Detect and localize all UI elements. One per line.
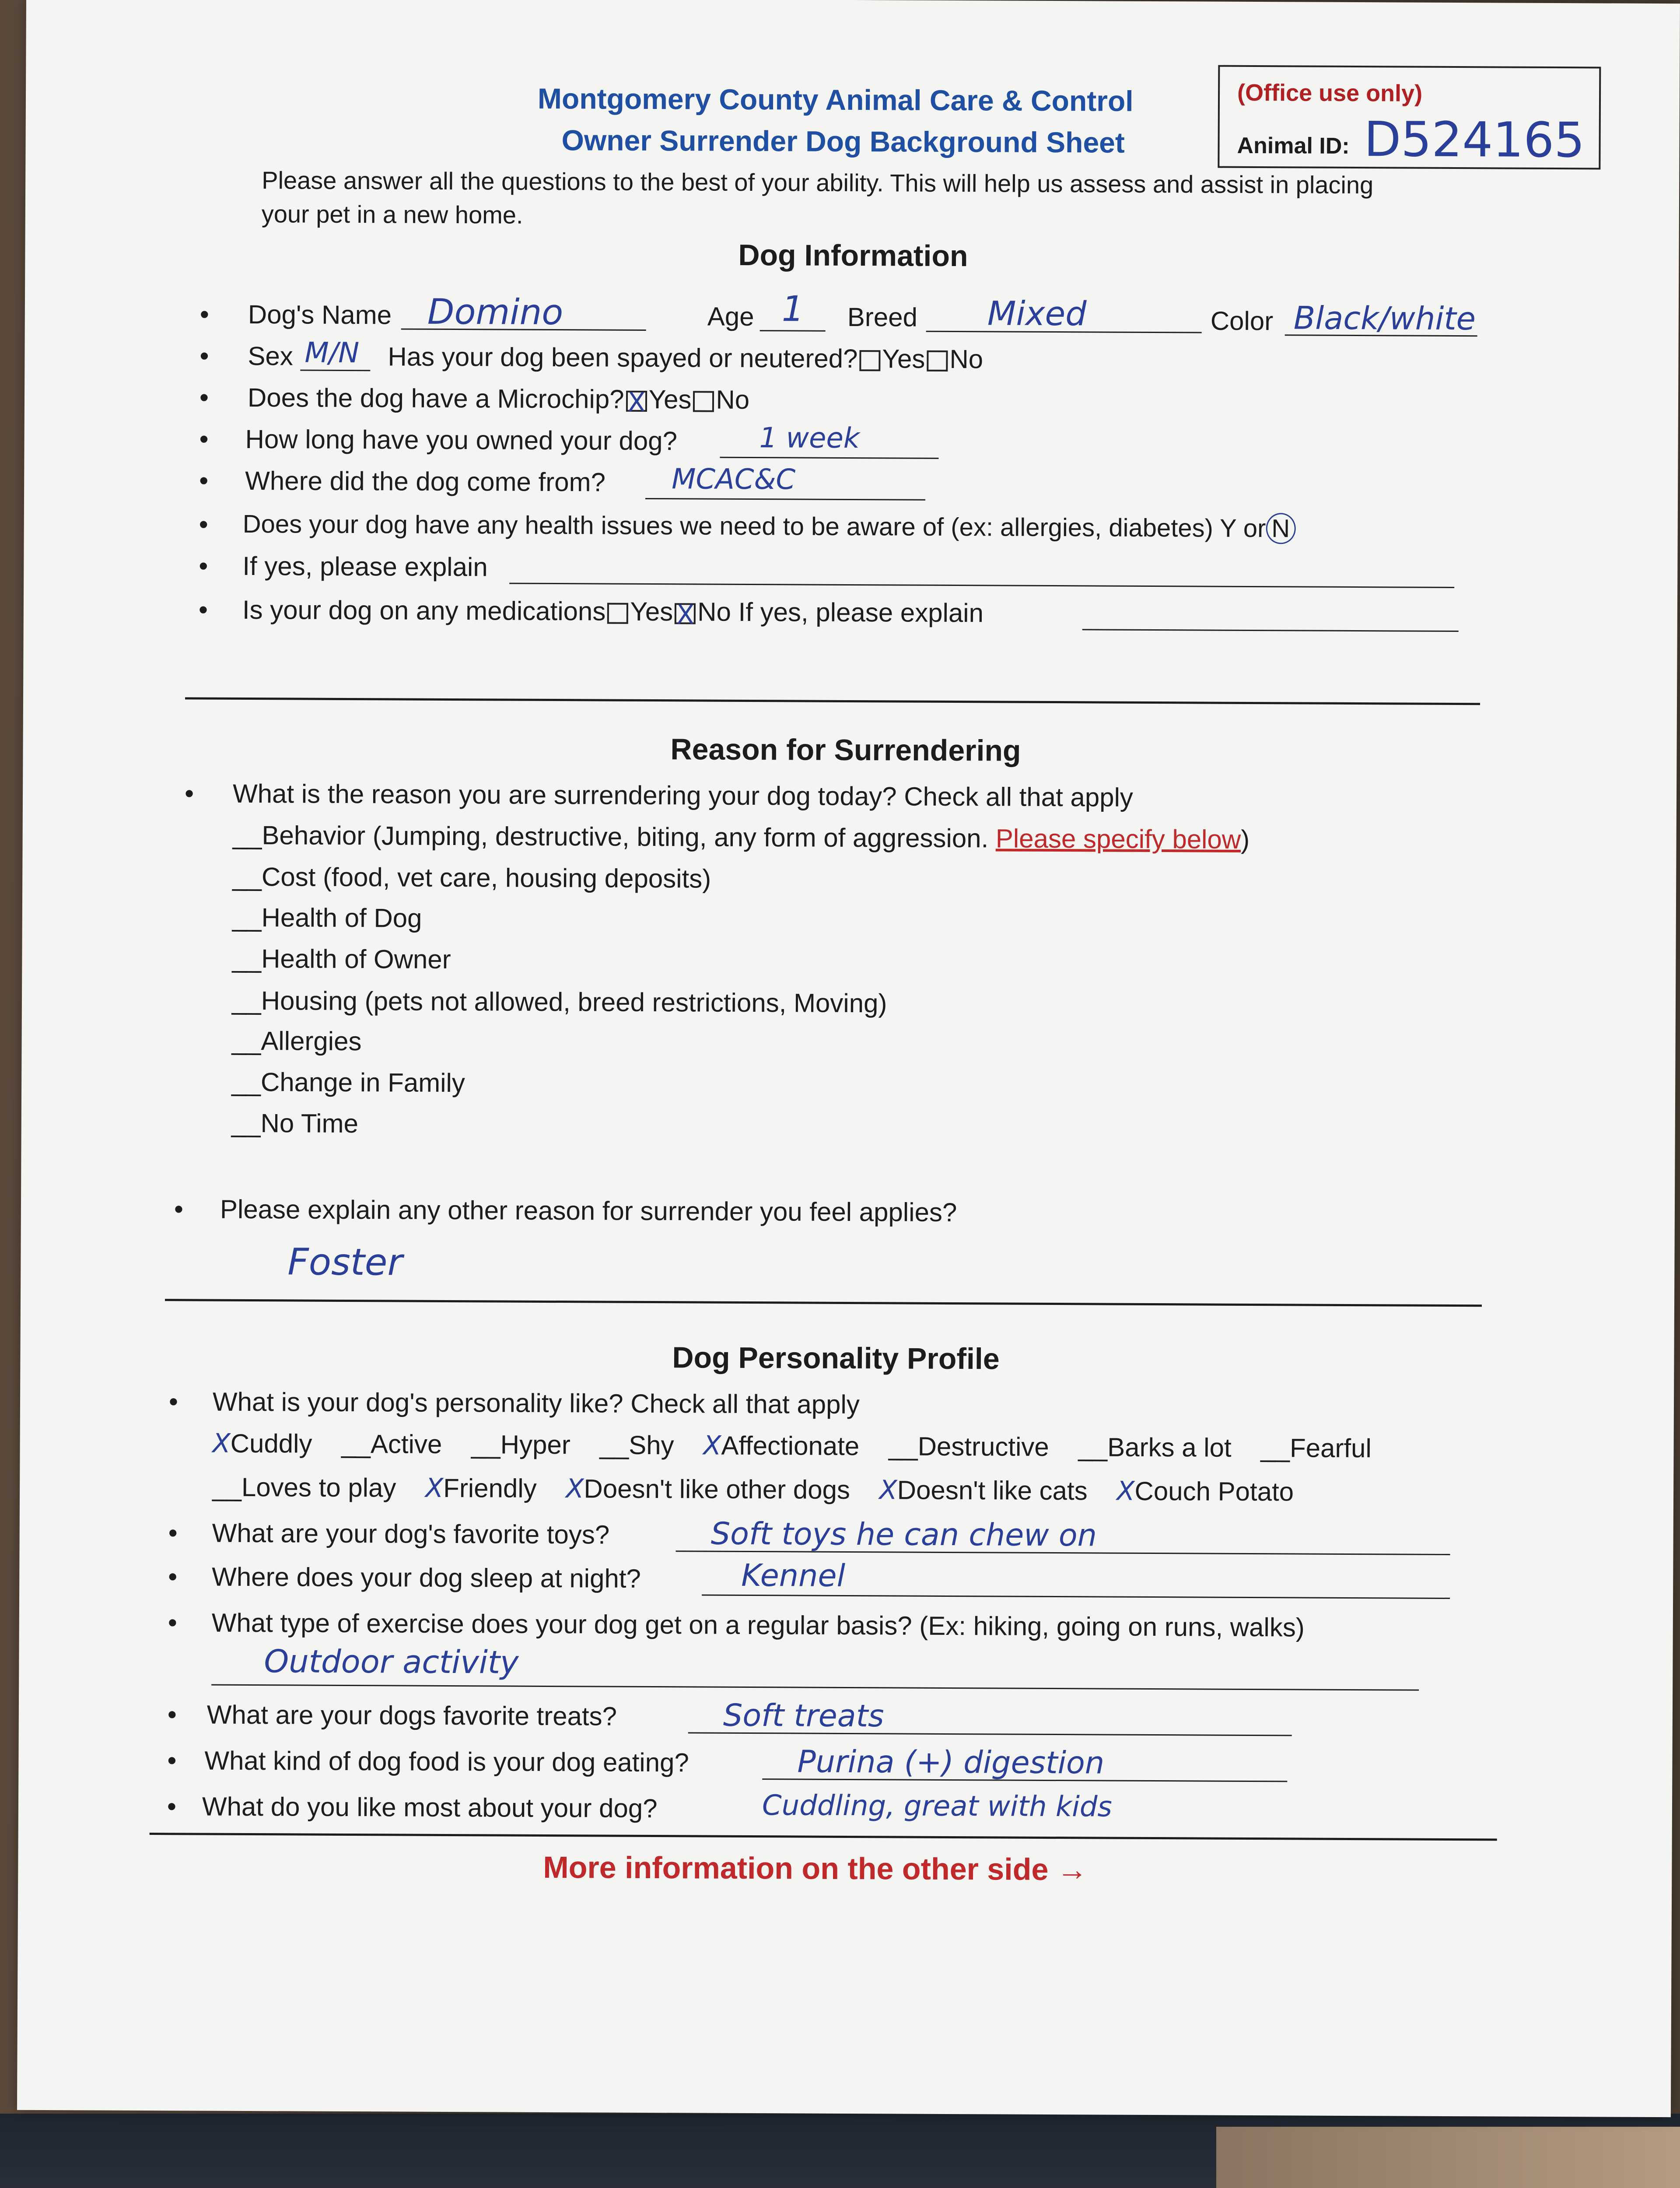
trait-option[interactable]: __Loves to play — [212, 1472, 396, 1503]
personality-row-2 — [212, 1472, 1294, 1508]
no-label: No — [949, 344, 984, 374]
trait-label: Couch Potato — [1134, 1476, 1294, 1507]
form-title: Owner Surrender Dog Background Sheet — [561, 124, 1125, 159]
exercise-value: Outdoor activity — [264, 1643, 519, 1681]
trait-mark: X — [1116, 1476, 1135, 1507]
section-divider — [150, 1833, 1497, 1841]
reason-option[interactable] — [232, 985, 887, 1019]
health-question — [243, 509, 1296, 543]
explain-question: If yes, please explain — [242, 551, 488, 582]
microchip-yes-mark: X — [627, 387, 646, 418]
reason-option[interactable] — [231, 1067, 465, 1098]
trait-option[interactable] — [566, 1474, 850, 1504]
org-title: Montgomery County Animal Care & Control — [537, 82, 1134, 117]
trait-label: Doesn't like cats — [897, 1475, 1088, 1506]
no-label: No — [697, 597, 732, 627]
trait-label: Affectionate — [721, 1431, 860, 1461]
specify-link[interactable]: Please specify below — [995, 824, 1241, 854]
spayed-no-checkbox[interactable] — [927, 351, 948, 372]
microchip-question — [247, 382, 750, 418]
bullet: • — [199, 551, 208, 581]
reason-option[interactable] — [231, 1108, 358, 1139]
meds-question — [242, 595, 984, 631]
trait-label: Loves to play — [241, 1472, 396, 1503]
trait-mark: X — [566, 1473, 584, 1504]
bullet: • — [199, 424, 209, 454]
reason-blank: __ — [232, 820, 262, 850]
name-value: Domino — [427, 291, 564, 333]
no-label: No — [716, 385, 750, 414]
personality-row-1 — [212, 1428, 1372, 1464]
health-question-text: Does your dog have any health issues we need to be aware of (ex: allergies, diabetes) Y or — [242, 509, 1266, 543]
intro-line-1: Please answer all the questions to the best of your ability. This will help us assess and assist in placing — [262, 166, 1374, 199]
reason-blank: __ — [232, 943, 262, 974]
reason-option-label: Cost (food, vet care, housing deposits) — [261, 862, 711, 894]
reason-blank: __ — [231, 1067, 261, 1097]
microchip-yes-checkbox[interactable] — [626, 387, 647, 418]
trait-option[interactable]: __Hyper — [471, 1430, 570, 1460]
name-label: Dog's Name — [248, 299, 392, 330]
personality-question: What is your dog's personality like? Check all that apply — [212, 1387, 860, 1420]
bullet: • — [168, 1608, 177, 1637]
food-question: What kind of dog food is your dog eating? — [204, 1746, 689, 1778]
office-use-box — [1218, 65, 1601, 170]
like-question: What do you like most about your dog? — [202, 1792, 658, 1823]
sex-label: Sex — [248, 341, 293, 371]
sleep-value: Kennel — [741, 1557, 846, 1594]
reason-option[interactable] — [231, 1026, 361, 1056]
bullet: • — [200, 299, 210, 329]
surrender-title: Reason for Surrendering — [670, 733, 1021, 768]
animal-id-label: Animal ID: — [1237, 133, 1350, 159]
reason-option[interactable] — [232, 862, 711, 894]
other-reason-question: Please explain any other reason for surrender you feel applies? — [220, 1194, 957, 1227]
exercise-line — [211, 1684, 1419, 1691]
trait-label: Friendly — [443, 1473, 537, 1503]
trait-option[interactable] — [425, 1473, 537, 1503]
color-value: Black/white — [1293, 299, 1476, 337]
reason-option-label: Change in Family — [260, 1067, 465, 1098]
meds-explain-text: If yes, please explain — [738, 597, 984, 628]
bullet: • — [200, 341, 209, 371]
from-value: MCAC&C — [672, 463, 796, 496]
trait-label: Destructive — [917, 1431, 1049, 1462]
trait-option[interactable]: __Fearful — [1260, 1433, 1372, 1463]
bullet: • — [168, 1562, 178, 1592]
owned-line — [720, 457, 938, 459]
trait-label: Hyper — [500, 1430, 570, 1460]
section-divider — [185, 697, 1480, 705]
trait-option[interactable] — [212, 1429, 312, 1459]
other-reason-value: Foster — [287, 1240, 403, 1284]
owned-question: How long have you owned your dog? — [245, 424, 678, 456]
trait-mark: X — [212, 1428, 231, 1459]
bullet: • — [168, 1518, 178, 1548]
trait-label: Cuddly — [230, 1428, 312, 1459]
reason-blank: __ — [232, 862, 262, 892]
office-use-label: (Office use only) — [1237, 79, 1423, 107]
age-line — [760, 330, 826, 332]
bullet: • — [199, 382, 209, 412]
reason-option-label: Health of Owner — [261, 944, 451, 975]
sleep-line — [702, 1595, 1450, 1599]
personality-title: Dog Personality Profile — [672, 1341, 1000, 1376]
bullet: • — [167, 1792, 177, 1821]
trait-mark: X — [703, 1430, 721, 1461]
trait-mark: X — [879, 1475, 897, 1506]
trait-label: Shy — [629, 1430, 674, 1460]
floor-wood — [1216, 2127, 1680, 2188]
bullet: • — [198, 595, 208, 624]
trait-option[interactable]: __Barks a lot — [1078, 1432, 1232, 1462]
yes-label: Yes — [630, 596, 673, 627]
yes-label: Yes — [648, 384, 692, 414]
meds-yes-checkbox[interactable] — [607, 603, 628, 624]
bullet: • — [199, 509, 208, 539]
spayed-yes-checkbox[interactable] — [859, 350, 880, 371]
trait-label: Barks a lot — [1107, 1432, 1232, 1462]
trait-label: Active — [370, 1429, 442, 1459]
bullet: • — [174, 1194, 184, 1224]
bullet: • — [167, 1746, 177, 1775]
reason-blank: __ — [231, 985, 261, 1016]
reason-blank: __ — [232, 902, 262, 933]
bullet: • — [184, 778, 194, 808]
like-value: Cuddling, great with kids — [762, 1789, 1112, 1823]
reason-option[interactable] — [232, 902, 422, 933]
form-sheet — [17, 0, 1680, 2117]
trait-option[interactable]: __Shy — [599, 1430, 674, 1460]
meds-no-checkbox[interactable] — [675, 600, 696, 631]
color-label: Color — [1210, 306, 1274, 336]
sleep-question: Where does your dog sleep at night? — [212, 1562, 641, 1593]
reason-option[interactable] — [232, 943, 451, 975]
surrender-question: What is the reason you are surrendering your dog today? Check all that apply — [232, 778, 1134, 812]
age-value: 1 — [781, 288, 805, 330]
reason-blank: __ — [231, 1108, 261, 1138]
age-label: Age — [707, 302, 754, 332]
bullet: • — [168, 1387, 178, 1417]
meds-no-mark: X — [676, 600, 695, 631]
reason-option-label: Allergies — [261, 1026, 362, 1056]
bullet: • — [199, 466, 209, 495]
toys-value: Soft toys he can chew on — [710, 1515, 1097, 1553]
more-info-footer: More information on the other side → — [543, 1850, 1088, 1887]
microchip-no-checkbox[interactable] — [693, 391, 714, 412]
meds-explain-line — [1082, 629, 1459, 632]
from-question: Where did the dog come from? — [245, 466, 606, 497]
animal-id-value: D524165 — [1364, 111, 1585, 168]
health-n-circled: N — [1266, 513, 1295, 544]
section-divider — [165, 1299, 1482, 1307]
reason-blank: __ — [231, 1026, 261, 1056]
reason-behavior[interactable] — [233, 820, 1250, 855]
reason-option-label: No Time — [260, 1108, 359, 1139]
food-value: Purina (+) digestion — [797, 1743, 1105, 1781]
trait-label: Doesn't like other dogs — [584, 1474, 850, 1505]
toys-question: What are your dog's favorite toys? — [212, 1518, 610, 1550]
trait-option[interactable] — [1116, 1476, 1294, 1507]
behavior-suffix: ) — [1241, 824, 1250, 854]
spayed-question-text: Has your dog been spayed or neutered? — [388, 342, 858, 374]
trait-option[interactable]: __Active — [341, 1429, 442, 1459]
exercise-question: What type of exercise does your dog get on a regular basis? (Ex: hiking, going on runs, walks) — [211, 1608, 1305, 1642]
treats-value: Soft treats — [723, 1697, 884, 1734]
trait-mark: X — [425, 1473, 444, 1504]
dog-info-title: Dog Information — [738, 238, 968, 273]
spayed-question — [388, 341, 983, 374]
intro-line-2: your pet in a new home. — [261, 200, 523, 229]
reason-option-label: Health of Dog — [261, 903, 422, 933]
microchip-question-text: Does the dog have a Microchip? — [247, 382, 624, 414]
sex-line — [300, 369, 370, 371]
reason-option-label: Housing (pets not allowed, breed restrictions, Moving) — [261, 986, 887, 1018]
from-line — [645, 498, 925, 501]
yes-label: Yes — [882, 344, 925, 374]
explain-line — [509, 583, 1454, 588]
trait-option[interactable] — [879, 1475, 1087, 1505]
breed-label: Breed — [847, 302, 918, 332]
treats-question: What are your dogs favorite treats? — [206, 1700, 617, 1731]
behavior-text: Behavior (Jumping, destructive, biting, any form of aggression. — [262, 820, 989, 853]
bullet: • — [167, 1700, 177, 1729]
trait-label: Fearful — [1289, 1433, 1372, 1463]
breed-value: Mixed — [987, 294, 1087, 333]
meds-question-text: Is your dog on any medications — [242, 595, 606, 626]
trait-option[interactable] — [703, 1431, 859, 1461]
owned-value: 1 week — [759, 422, 860, 455]
trait-option[interactable]: __Destructive — [888, 1431, 1049, 1462]
sex-value: M/N — [304, 337, 360, 370]
